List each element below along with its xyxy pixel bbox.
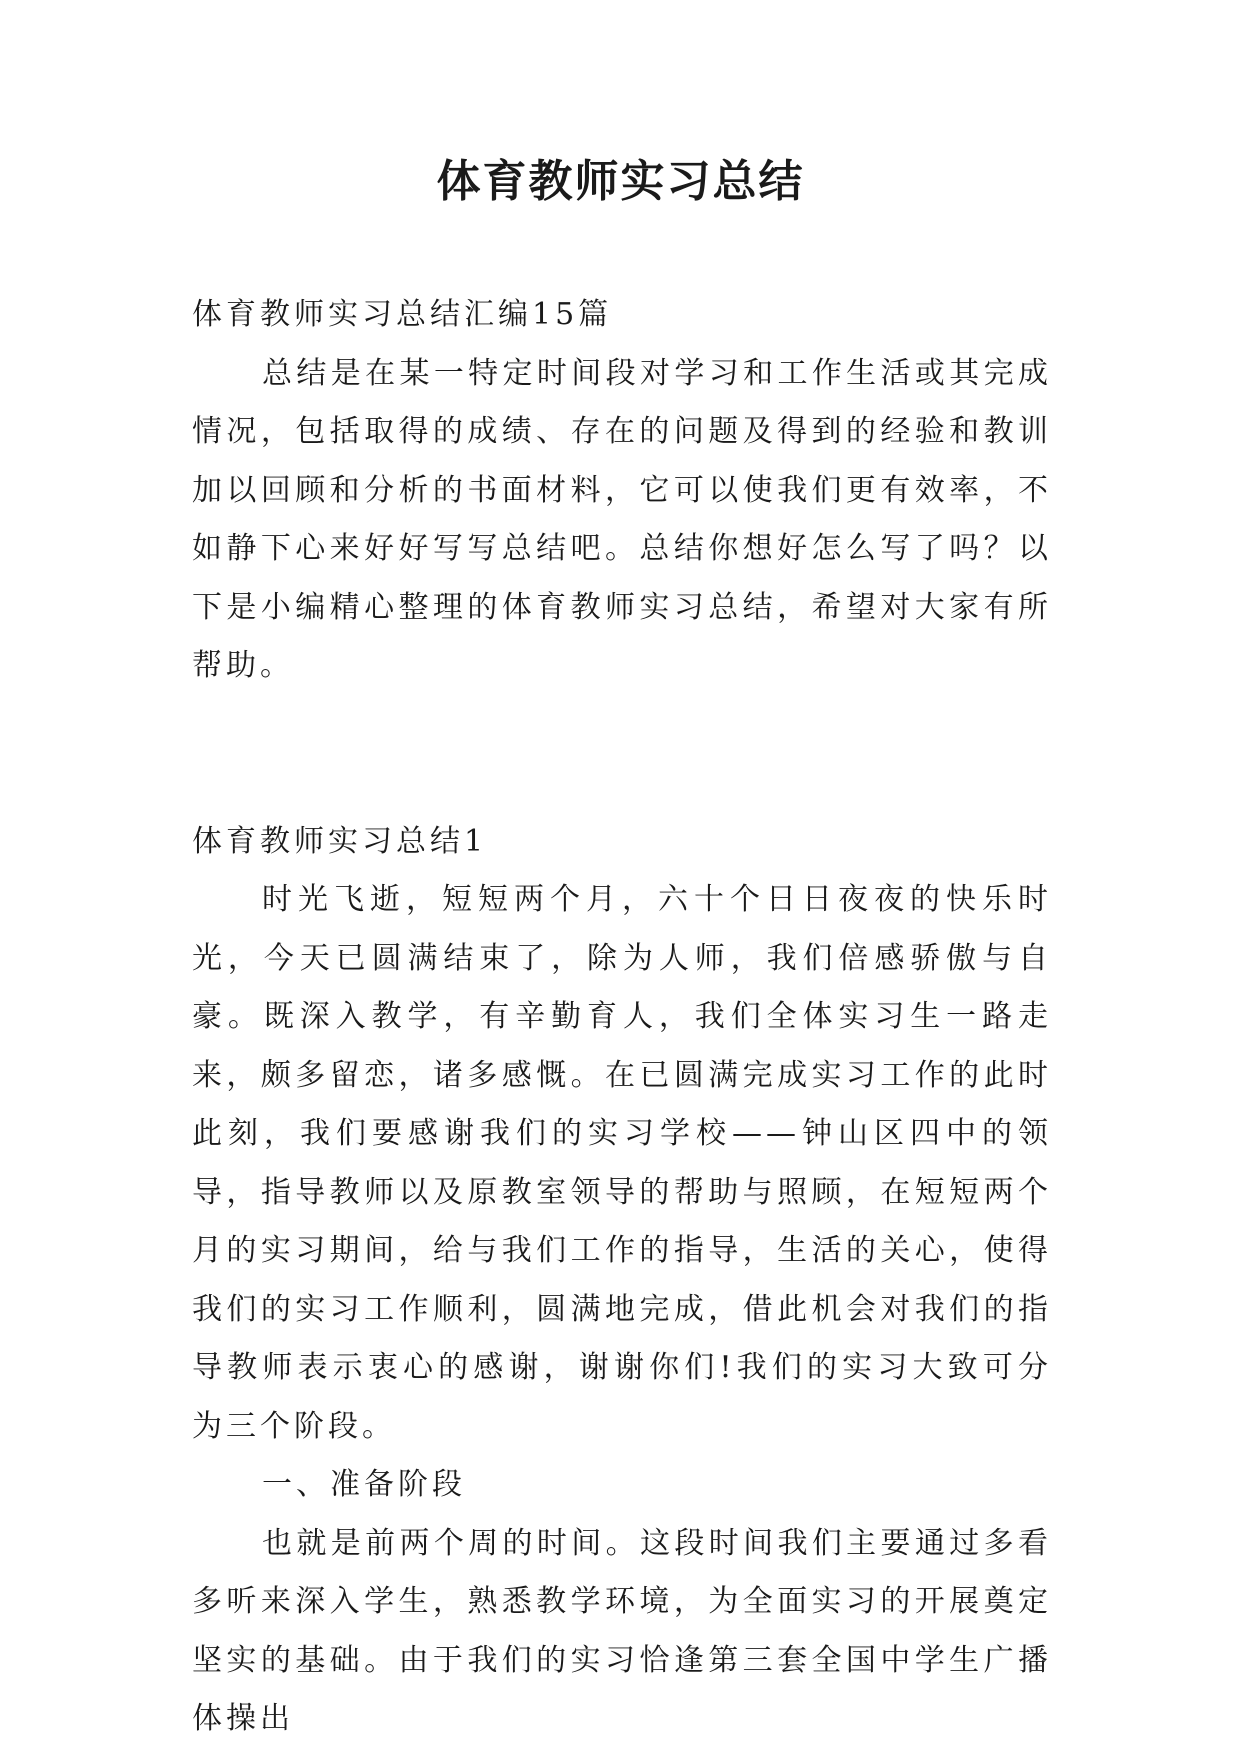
section1-paragraph: 时光飞逝，短短两个月，六十个日日夜夜的快乐时光，今天已圆满结束了，除为人师，我们倍感骄傲与自豪。既深入教学，有辛勤育人，我们全体实习生一路走来，颇多留恋，诸多感慨。在已圆满完成实习工作的此时此刻，我们要感谢我们的实习学校——钟山区四中的领导，指导教师以及原教室领导的帮助与照顾，在短短两个月的实习期间，给与我们工作的指导，生活的关心，使得我们的实习工作顺利，圆满地完成，借此机会对我们的指导教师表示衷心的感谢，谢谢你们!我们的实习大致可分为三个阶段。 [192, 882, 1052, 1444]
document-title: 体育教师实习总结 [436, 156, 805, 207]
document-body [192, 286, 1052, 1749]
intro-paragraph: 总结是在某一特定时间段对学习和工作生活或其完成情况，包括取得的成绩、存在的问题及得到的经验和教训加以回顾和分析的书面材料，它可以使我们更有效率，不如静下心来好好写写总结吧。总结你想好怎么写了吗？以下是小编精心整理的体育教师实习总结，希望对大家有所帮助。 [192, 355, 1052, 683]
section1-heading: 体育教师实习总结1 [192, 823, 488, 859]
collection-heading: 体育教师实习总结汇编15篇 [192, 297, 613, 332]
stage1-heading: 一、准备阶段 [262, 1467, 466, 1502]
stage1-paragraph: 也就是前两个周的时间。这段时间我们主要通过多看多听来深入学生，熟悉教学环境，为全面实习的开展奠定坚实的基础。由于我们的实习恰逢第三套全国中学生广播体操出 [192, 1525, 1052, 1736]
section-spacer [192, 696, 1052, 813]
